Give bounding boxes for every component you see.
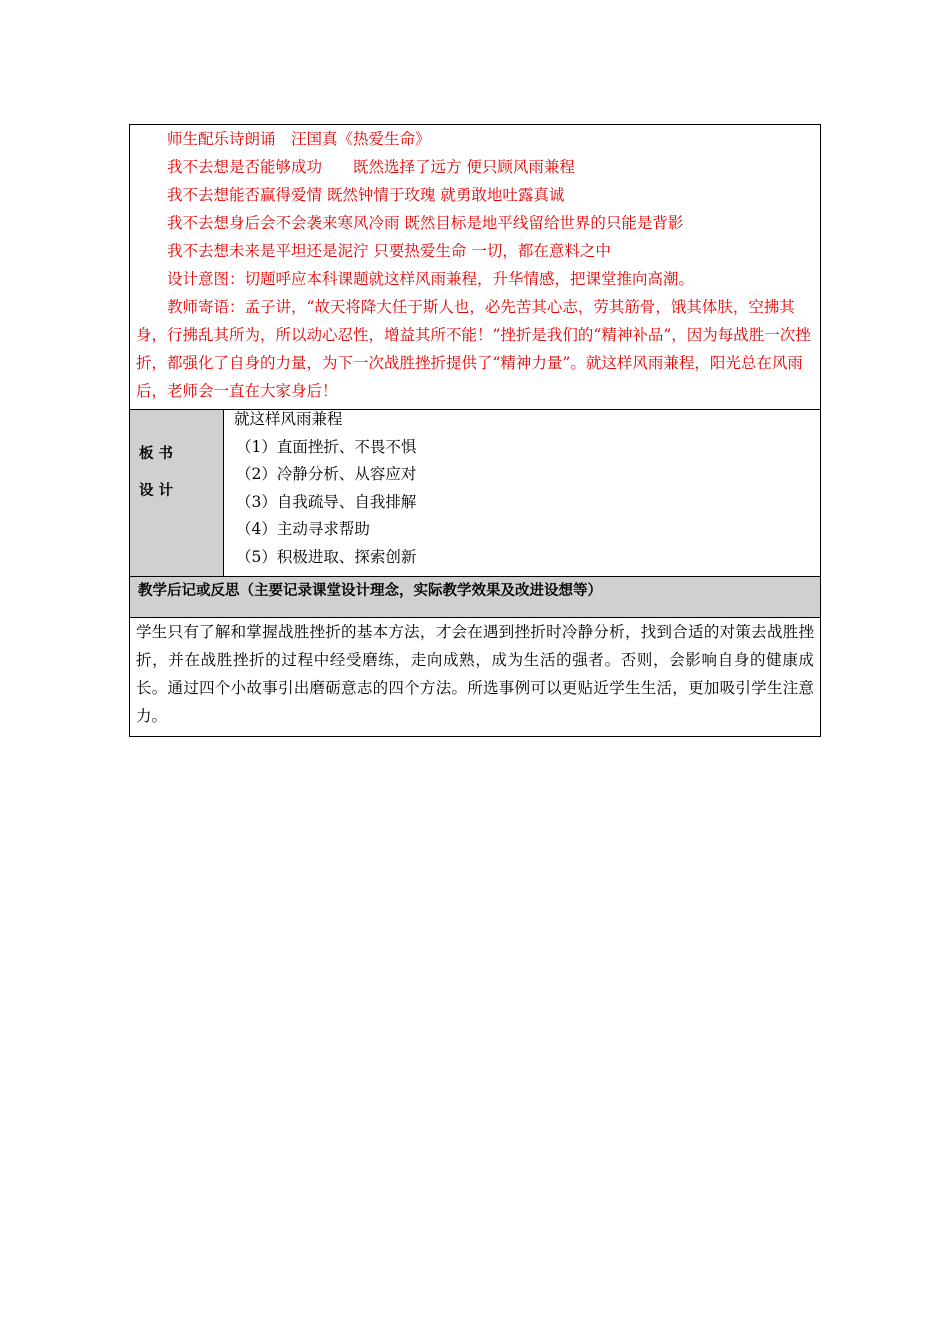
poem-heading: 师生配乐诗朗诵 汪国真《热爱生命》	[167, 130, 431, 148]
poem-line: 我不去想未来是平坦还是泥泞 只要热爱生命 一切，都在意料之中	[167, 242, 611, 260]
board-design-item: （1）直面挫折、不畏不惧	[236, 437, 417, 456]
reflection-body: 学生只有了解和掌握战胜挫折的基本方法，才会在遇到挫折时冷静分析，找到合适的对策去战胜挫折，并在战胜挫折的过程中经受磨练，走向成熟，成为生活的强者。否则，会影响自身的健康成长。通过四个小故事引出磨砺意志的四个方法。所选事例可以更贴近学生生活，更加吸引学生注意力。	[136, 623, 814, 725]
board-design-label-line: 设 计	[139, 483, 174, 499]
poem-line: 我不去想身后会不会袭来寒风冷雨 既然目标是地平线留给世界的只能是背影	[167, 214, 684, 232]
board-design-content	[224, 410, 820, 576]
teacher-message: 教师寄语：孟子讲，“故天将降大任于斯人也，必先苦其心志，劳其筋骨，饿其体肤，空拂其身，行拂乱其所为，所以动心忍性，增益其所不能！”挫折是我们的“精神补品”，因为每战胜一次挫折，都强化了自身的力量，为下一次战胜挫折提供了“精神力量”。就这样风雨兼程，阳光总在风雨后，老师会一直在大家身后！	[136, 298, 811, 400]
poem-section	[130, 125, 820, 410]
board-design-label	[130, 410, 224, 576]
board-design-item: （4）主动寻求帮助	[236, 520, 370, 539]
lesson-table	[129, 124, 821, 737]
board-design-title: 就这样风雨兼程	[234, 410, 343, 428]
board-design-item: （2）冷静分析、从容应对	[236, 465, 417, 484]
board-design-item: （5）积极进取、探索创新	[236, 547, 417, 566]
design-intent: 设计意图：切题呼应本科课题就这样风雨兼程，升华情感，把课堂推向高潮。	[167, 270, 695, 288]
poem-line: 我不去想是否能够成功 既然选择了远方 便只顾风雨兼程	[167, 158, 575, 176]
poem-line: 我不去想能否赢得爱情 既然钟情于玫瑰 就勇敢地吐露真诚	[167, 186, 565, 204]
board-design-label-line: 板 书	[139, 446, 174, 462]
board-design-section	[130, 410, 820, 577]
reflection-header: 教学后记或反思（主要记录课堂设计理念，实际教学效果及改进设想等）	[130, 577, 820, 618]
board-design-item: （3）自我疏导、自我排解	[236, 492, 417, 511]
